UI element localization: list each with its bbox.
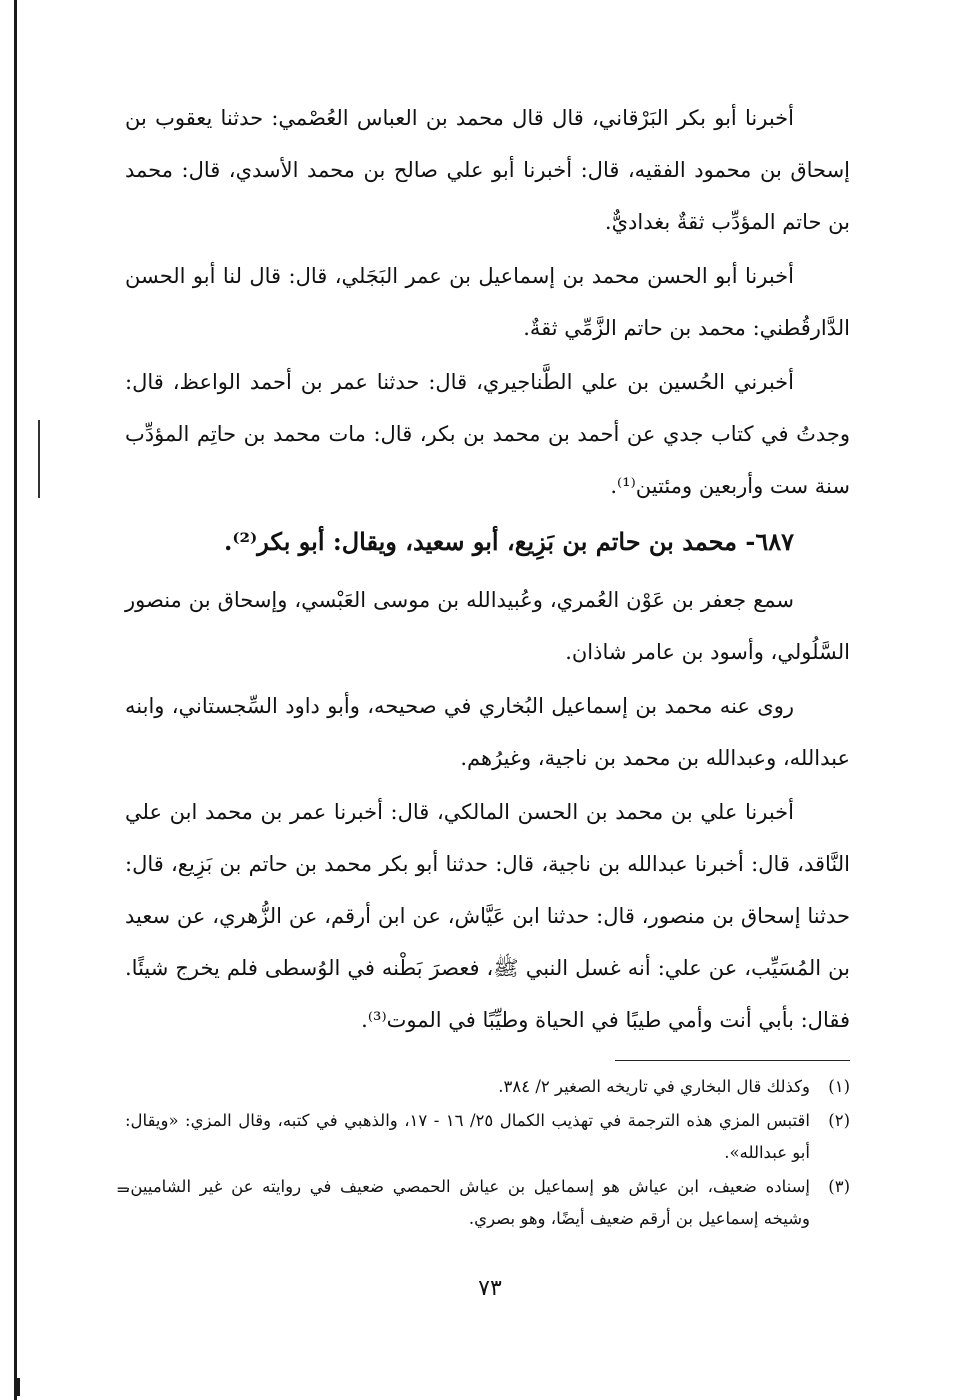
footnote-3	[125, 1171, 850, 1235]
continuation-mark: =	[116, 1180, 130, 1199]
footnote-text: وكذلك قال البخاري في تاريخه الصغير ٢/ ٣٨٤.	[498, 1077, 810, 1096]
footnote-number: (١)	[828, 1077, 850, 1096]
entry-paragraph-2: روى عنه محمد بن إسماعيل البُخاري في صحيحه، وأبو داود السِّجستاني، وابنه عبدالله، وعبدالله بن محمد بن ناجية، وغيرُهم.	[125, 694, 850, 770]
scan-corner-mark	[14, 1378, 20, 1396]
footnotes	[125, 1071, 850, 1235]
entry-heading: ٦٨٧- محمد بن حاتم بن بَزِيع، أبو سعيد، ويقال: أبو بكر⁽²⁾.	[224, 527, 794, 556]
footnote-text: اقتبس المزي هذه الترجمة في تهذيب الكمال ٢٥/ ١٦ - ١٧، والذهبي في كتبه، وقال المزي: «ويقال: أبو عبدالله».	[125, 1111, 810, 1162]
page-number: ٧٣	[478, 1276, 502, 1301]
footnote-number: (٢)	[828, 1111, 850, 1130]
paragraph-2: أخبرنا أبو الحسن محمد بن إسماعيل بن عمر البَجَلي، قال: قال لنا أبو الحسن الدَّارقُطني: محمد بن حاتم الزَّمِّي ثقةٌ.	[125, 264, 850, 340]
footnote-divider	[615, 1060, 850, 1061]
scan-margin-mark	[38, 420, 40, 498]
scan-left-edge	[14, 0, 17, 1400]
footnote-text: إسناده ضعيف، ابن عياش هو إسماعيل بن عياش الحمصي ضعيف في روايته عن غير الشاميين، وشيخه إسماعيل بن أرقم ضعيف أيضًا، وهو بصري.	[125, 1177, 810, 1228]
footnote-1	[125, 1071, 850, 1103]
footnote-number: (٣)	[828, 1177, 850, 1196]
paragraph-1: أخبرنا أبو بكر البَرْقاني، قال قال محمد بن العباس العُصْمي: حدثنا يعقوب بن إسحاق بن محمود الفقيه، قال: أخبرنا أبو علي صالح بن محمد الأسدي، قال: محمد بن حاتم المؤدِّب ثقةٌ بغداديٌّ.	[125, 106, 850, 234]
entry-paragraph-1: سمع جعفر بن عَوْن العُمري، وعُبيدالله بن موسى العَبْسي، وإسحاق بن منصور السَّلُولي، وأسود بن عامر شاذان.	[125, 588, 850, 664]
footnote-2	[125, 1105, 850, 1169]
page-body	[125, 92, 850, 1237]
entry-paragraph-3: أخبرنا علي بن محمد بن الحسن المالكي، قال: أخبرنا عمر بن محمد ابن علي النَّاقد، قال: أخبرنا عبدالله بن ناجية، قال: حدثنا أبو بكر محمد بن حاتم بن بَزِيع، قال: حدثنا إسحاق بن منصور، قال: حدثنا ابن عَيَّاش، عن ابن أرقم، عن الزُّهري، عن سعيد بن المُسَيِّب، عن علي: أنه غسل النبي ﷺ، فعصرَ بَطْنه في الوُسطى فلم يخرج شيئًا. فقال: بأبي أنت وأمي طيبًا في الحياة وطيِّبًا في الموت⁽³⁾.	[125, 800, 850, 1032]
paragraph-3: أخبرني الحُسين بن علي الطَّناجيري، قال: حدثنا عمر بن أحمد الواعظ، قال: وجدتُ في كتاب جدي عن أحمد بن محمد بن بكر، قال: مات محمد بن حاتِم المؤدِّب سنة ست وأربعين ومئتين⁽¹⁾.	[125, 370, 850, 498]
